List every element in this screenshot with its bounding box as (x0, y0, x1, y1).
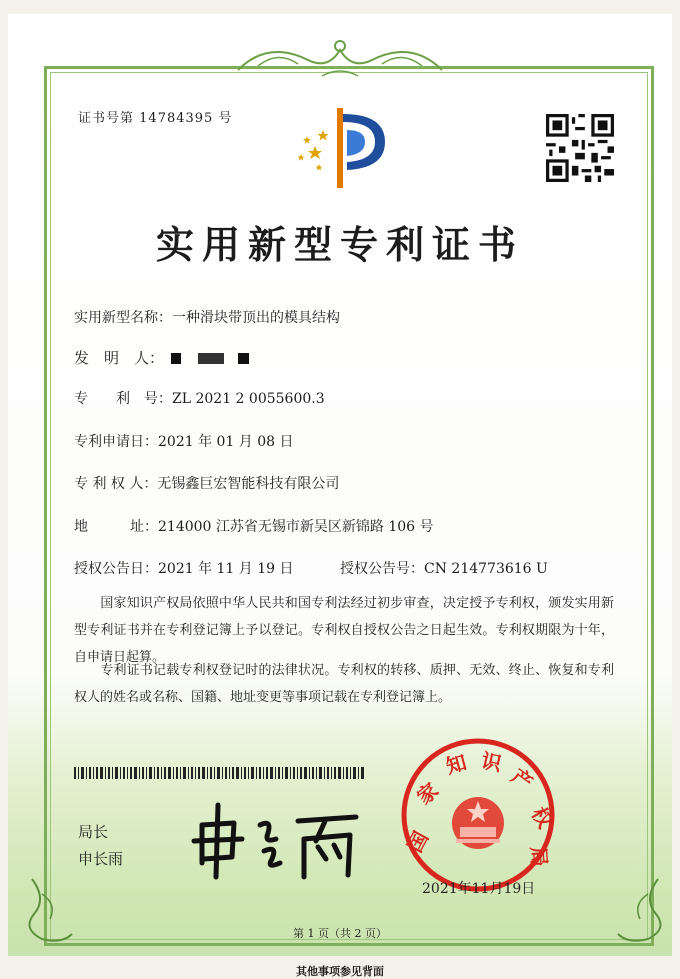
field-patent-no-label: 专 利 号： (74, 391, 172, 407)
svg-text:局: 局 (526, 845, 552, 868)
field-name-row (74, 307, 340, 327)
director-name: 申长雨 (78, 850, 124, 868)
field-address-row (74, 516, 434, 536)
field-patentee-value: 无锡鑫巨宏智能科技有限公司 (157, 476, 340, 492)
svg-text:识: 识 (479, 748, 504, 776)
field-grant-no-label: 授权公告号： (340, 561, 424, 577)
field-filing-date-row (74, 431, 294, 451)
field-address-value: 214000 江苏省无锡市新吴区新锦路 106 号 (158, 519, 434, 535)
official-seal (398, 735, 558, 895)
field-patent-no-row (74, 388, 325, 408)
certificate-number-suffix: 号 (218, 111, 233, 126)
redacted-inventor-3 (238, 353, 249, 364)
certificate-number-label: 证书号第 (78, 111, 135, 126)
footer-note: 其他事项参见背面 (296, 965, 384, 978)
svg-text:产: 产 (506, 763, 538, 795)
top-ornament (228, 36, 452, 84)
field-grant-date-value: 2021 年 11 月 19 日 (158, 561, 294, 577)
field-patent-no-value: ZL 2021 2 0055600.3 (172, 391, 325, 407)
director-signature (180, 795, 370, 885)
field-filing-date-label: 专利申请日： (74, 434, 158, 450)
field-inventor-row (74, 347, 249, 368)
qr-code (546, 114, 614, 182)
certificate-sheet (8, 14, 672, 956)
field-grant-date-label: 授权公告日： (74, 561, 158, 577)
cnipa-logo (285, 100, 395, 190)
page-indicator: 第 1 页（共 2 页） (293, 927, 387, 940)
certificate-number-value: 14784395 (139, 111, 214, 126)
field-grant-no-row (340, 558, 548, 578)
field-inventor-label: 发 明 人： (74, 349, 165, 367)
field-grant-date-row (74, 558, 294, 578)
seal-date: 2021年11月19日 (422, 881, 536, 897)
svg-text:国: 国 (402, 827, 434, 857)
field-patentee-label: 专 利 权 人： (74, 476, 158, 492)
field-name-label: 实用新型名称： (74, 310, 172, 326)
field-patentee-row (74, 473, 339, 493)
svg-text:家: 家 (412, 778, 443, 810)
field-address-label: 地 址： (74, 519, 158, 535)
redacted-inventor-2 (198, 353, 224, 364)
svg-text:权: 权 (526, 802, 558, 833)
field-name-value: 一种滑块带顶出的模具结构 (172, 310, 340, 326)
certificate-title: 实用新型专利证书 (155, 222, 524, 267)
director-title: 局长 (78, 823, 109, 841)
field-filing-date-value: 2021 年 01 月 08 日 (158, 434, 294, 450)
certificate-number (78, 107, 232, 126)
field-grant-no-value: CN 214773616 U (424, 561, 548, 577)
redacted-inventor-1 (171, 353, 181, 364)
svg-text:知: 知 (443, 750, 469, 779)
body-paragraph-2: 专利证书记载专利权登记时的法律状况。专利权的转移、质押、无效、终止、恢复和专利权人的姓名或名称、国籍、地址变更等事项记载在专利登记簿上。 (74, 663, 614, 705)
barcode (74, 767, 364, 779)
body-paragraph-1: 国家知识产权局依照中华人民共和国专利法经过初步审查，决定授予专利权，颁发实用新型专利证书并在专利登记簿上予以登记。专利权自授权公告之日起生效。专利权期限为十年，自申请日起算。 (74, 596, 614, 665)
